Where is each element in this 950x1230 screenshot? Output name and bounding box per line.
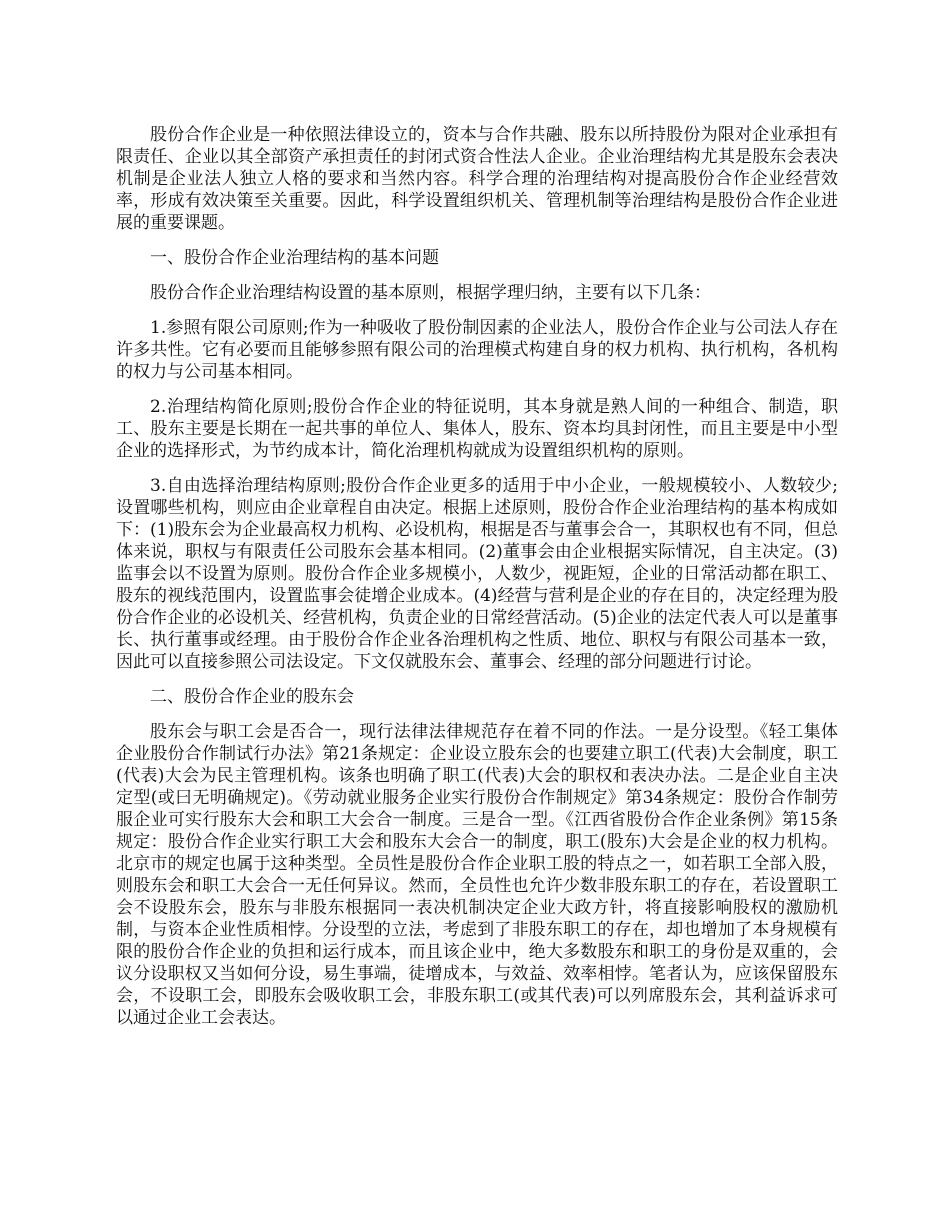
principles-intro-paragraph: 股份合作企业治理结构设置的基本原则，根据学理归纳，主要有以下几条： xyxy=(150,283,711,303)
document-body xyxy=(116,124,838,1042)
principle-3-paragraph: 3.自由选择治理结构原则;股份合作企业更多的适用于中小企业，一般规模较小、人数较少;设置哪些机构，则应由企业章程自由决定。根据上述原则，股份合作企业治理结构的基本构成如下：(1)股东会为企业最高权力机构、必设机构，根据是否与董事会合一，其职权也有不同，但总体来说，职权与有限责任公司股东会基本相同。(2)董事会由企业根据实际情况，自主决定。(3)监事会以不设置为原则。股份合作企业多规模小，人数少，视距短，企业的日常活动都在职工、股东的视线范围内，设置监事会徒增企业成本。(4)经营与营利是企业的存在目的，决定经理为股份合作企业的必设机关、经营机构，负责企业的日常经营活动。(5)企业的法定代表人可以是董事长、执行董事或经理。由于股份合作企业各治理机构之性质、地位、职权与有限公司基本一致，因此可以直接参照公司法设定。下文仅就股东会、董事会、经理的部分问题进行讨论。 xyxy=(116,476,838,672)
shareholder-meeting-paragraph: 股东会与职工会是否合一，现行法律法律规范存在着不同的作法。一是分设型。《轻工集体企业股份合作制试行办法》第21条规定：企业设立股东会的也要建立职工(代表)大会制度，职工(代表)大会为民主管理机构。该条也明确了职工(代表)大会的职权和表决办法。二是企业自主决定型(或曰无明确规定)。《劳动就业服务企业实行股份合作制规定》第34条规定：股份合作制劳服企业可实行股东大会和职工大会合一制度。三是合一型。《江西省股份合作企业条例》第15条规定：股份合作企业实行职工大会和股东大会合一的制度，职工(股东)大会是企业的权力机构。北京市的规定也属于这种类型。全员性是股份合作企业职工股的特点之一，如若职工全部入股，则股东会和职工大会合一无任何异议。然而，全员性也允许少数非股东职工的存在，若设置职工会不设股东会，股东与非股东根据同一表决机制决定企业大政方针，将直接影响股权的激励机制，与资本企业性质相悖。分设型的立法，考虑到了非股东职工的存在，却也增加了本身规模有限的股份合作企业的负担和运行成本，而且该企业中，绝大多数股东和职工的身份是双重的，会议分设职权又当如何分设，易生事端，徒增成本，与效益、效率相悖。笔者认为，应该保留股东会，不设职工会，即股东会吸收职工会，非股东职工(或其代表)可以列席股东会，其利益诉求可以通过企业工会表达。 xyxy=(116,722,838,1028)
intro-paragraph: 股份合作企业是一种依照法律设立的，资本与合作共融、股东以所持股份为限对企业承担有限责任、企业以其全部资产承担责任的封闭式资合性法人企业。企业治理结构尤其是股东会表决机制是企业法人独立人格的要求和当然内容。科学合理的治理结构对提高股份合作企业经营效率，形成有效决策至关重要。因此，科学设置组织机关、管理机制等治理结构是股份合作企业进展的重要课题。 xyxy=(116,125,838,233)
principle-2-paragraph: 2.治理结构简化原则;股份合作企业的特征说明，其本身就是熟人间的一种组合、制造，职工、股东主要是长期在一起共事的单位人、集体人，股东、资本均具封闭性，而且主要是中小型企业的选择形式，为节约成本计，简化治理机构就成为设置组织机构的原则。 xyxy=(116,397,838,461)
section-heading-1: 一、股份合作企业治理结构的基本问题 xyxy=(150,248,439,268)
principle-1-paragraph: 1.参照有限公司原则;作为一种吸收了股份制因素的企业法人，股份合作企业与公司法人存在许多共性。它有必要而且能够参照有限公司的治理模式构建自身的权力机构、执行机构，各机构的权力与公司基本相同。 xyxy=(116,318,838,382)
section-heading-2: 二、股份合作企业的股东会 xyxy=(150,687,354,707)
